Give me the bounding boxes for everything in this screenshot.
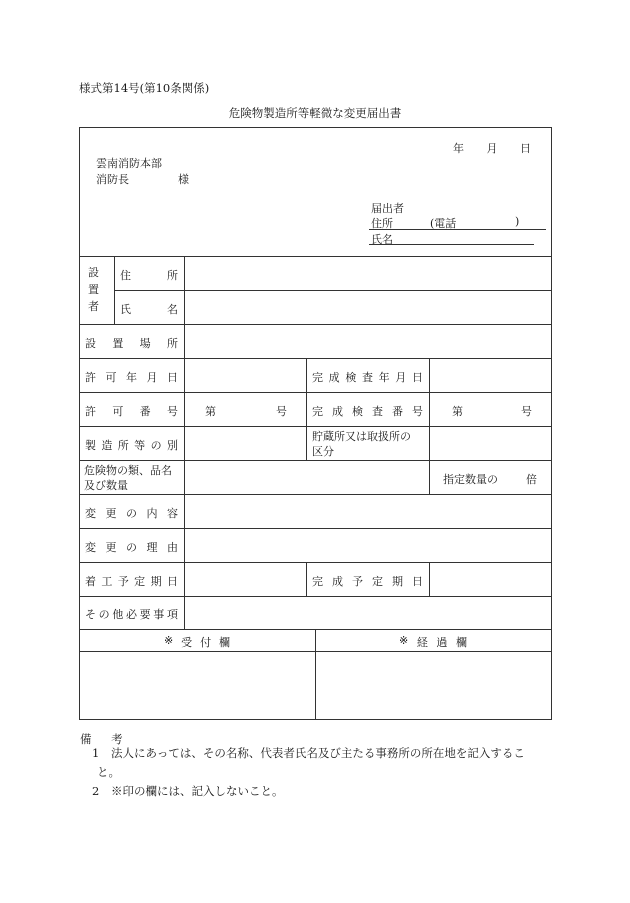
honorific: 様 <box>178 173 189 186</box>
row-divider <box>79 426 552 427</box>
row-divider <box>79 460 552 461</box>
row-divider <box>114 290 552 291</box>
designated-quantity-label: 指定数量の <box>443 473 498 486</box>
phone-close: ) <box>515 215 520 228</box>
installer-name-field[interactable] <box>186 293 550 322</box>
recipient-chief: 消防長 <box>96 173 129 186</box>
change-content-label: 変 更 の 内 容 <box>85 507 178 520</box>
column-divider <box>184 256 185 629</box>
row-divider <box>79 256 552 257</box>
location-label: 設 置 場 所 <box>85 337 178 350</box>
document-title: 危険物製造所等軽微な変更届出書 <box>228 106 402 120</box>
installer-label: 設 置 者 <box>88 266 99 313</box>
column-divider <box>429 358 430 494</box>
change-content-field[interactable] <box>186 497 550 526</box>
location-field[interactable] <box>186 327 550 356</box>
address-label: 住所 <box>371 217 393 230</box>
start-date-field[interactable] <box>186 565 304 594</box>
row-divider <box>79 358 552 359</box>
phone-label: (電話 <box>430 217 457 230</box>
note-2-text: ※印の欄には、記入しないこと。 <box>111 784 284 798</box>
start-date-label: 着 工 予 定 期 日 <box>85 575 178 588</box>
change-reason-label: 変 更 の 理 由 <box>85 541 178 554</box>
row-divider <box>79 562 552 563</box>
installer-address-label: 住 所 <box>120 269 178 282</box>
change-reason-field[interactable] <box>186 531 550 560</box>
reception-field[interactable] <box>80 653 314 719</box>
name-label: 氏名 <box>371 233 393 246</box>
address-underline[interactable] <box>369 229 546 230</box>
row-divider <box>79 596 552 597</box>
hazmat-field[interactable] <box>186 463 427 492</box>
completion-date-label: 完 成 予 定 期 日 <box>312 575 423 588</box>
name-underline[interactable] <box>369 244 534 245</box>
progress-header: ※ 経 過 欄 <box>399 634 467 649</box>
installer-name-label: 氏 名 <box>120 303 178 316</box>
note-1-text-cont: と。 <box>97 765 120 779</box>
hazmat-label: 危険物の類、品名 及び数量 <box>84 464 172 492</box>
other-items-field[interactable] <box>186 599 550 627</box>
storage-type-label: 貯蔵所又は取扱所の 区分 <box>312 430 411 458</box>
inspection-date-field[interactable] <box>431 361 550 390</box>
column-divider <box>429 562 430 596</box>
filer-label: 届出者 <box>371 202 404 215</box>
inspection-number-label: 完 成 検 査 番 号 <box>312 405 423 418</box>
inspection-date-label: 完 成 検 査 年 月 日 <box>312 371 423 384</box>
date-field[interactable] <box>453 140 531 156</box>
installer-address-field[interactable] <box>186 259 550 288</box>
permit-number-field[interactable]: 第 号 <box>205 405 287 418</box>
row-divider <box>79 392 552 393</box>
facility-type-field[interactable] <box>186 429 304 458</box>
facility-type-label: 製 造 所 等 の 別 <box>85 439 178 452</box>
recipient-org: 雲南消防本部 <box>96 157 162 170</box>
column-divider <box>114 256 115 324</box>
multiple-label: 倍 <box>526 473 537 486</box>
other-items-label: そ の 他 必 要 事 項 <box>85 608 178 621</box>
permit-date-label: 許 可 年 月 日 <box>85 371 178 384</box>
row-divider <box>79 494 552 495</box>
storage-type-field[interactable] <box>431 429 550 458</box>
year-char: 年 <box>453 142 464 155</box>
month-char: 月 <box>486 142 498 155</box>
note-1-number: 1 <box>92 746 100 760</box>
column-divider <box>306 358 307 460</box>
column-divider <box>315 629 316 720</box>
inspection-number-field[interactable]: 第 号 <box>452 405 532 418</box>
completion-date-field[interactable] <box>431 565 550 594</box>
progress-field[interactable] <box>317 653 551 719</box>
note-2-number: 2 <box>92 784 100 798</box>
reception-header: ※ 受 付 欄 <box>164 634 230 649</box>
row-divider <box>79 528 552 529</box>
form-number-label: 様式第14号(第10条関係) <box>79 81 210 95</box>
row-divider <box>79 324 552 325</box>
permit-date-field[interactable] <box>186 361 304 390</box>
day-char: 日 <box>520 142 531 155</box>
permit-number-label: 許 可 番 号 <box>85 405 178 418</box>
notes-heading: 備 考 <box>80 732 131 746</box>
column-divider <box>306 562 307 596</box>
note-1-text: 法人にあっては、その名称、代表者氏名及び主たる事務所の所在地を記入するこ <box>111 746 525 760</box>
